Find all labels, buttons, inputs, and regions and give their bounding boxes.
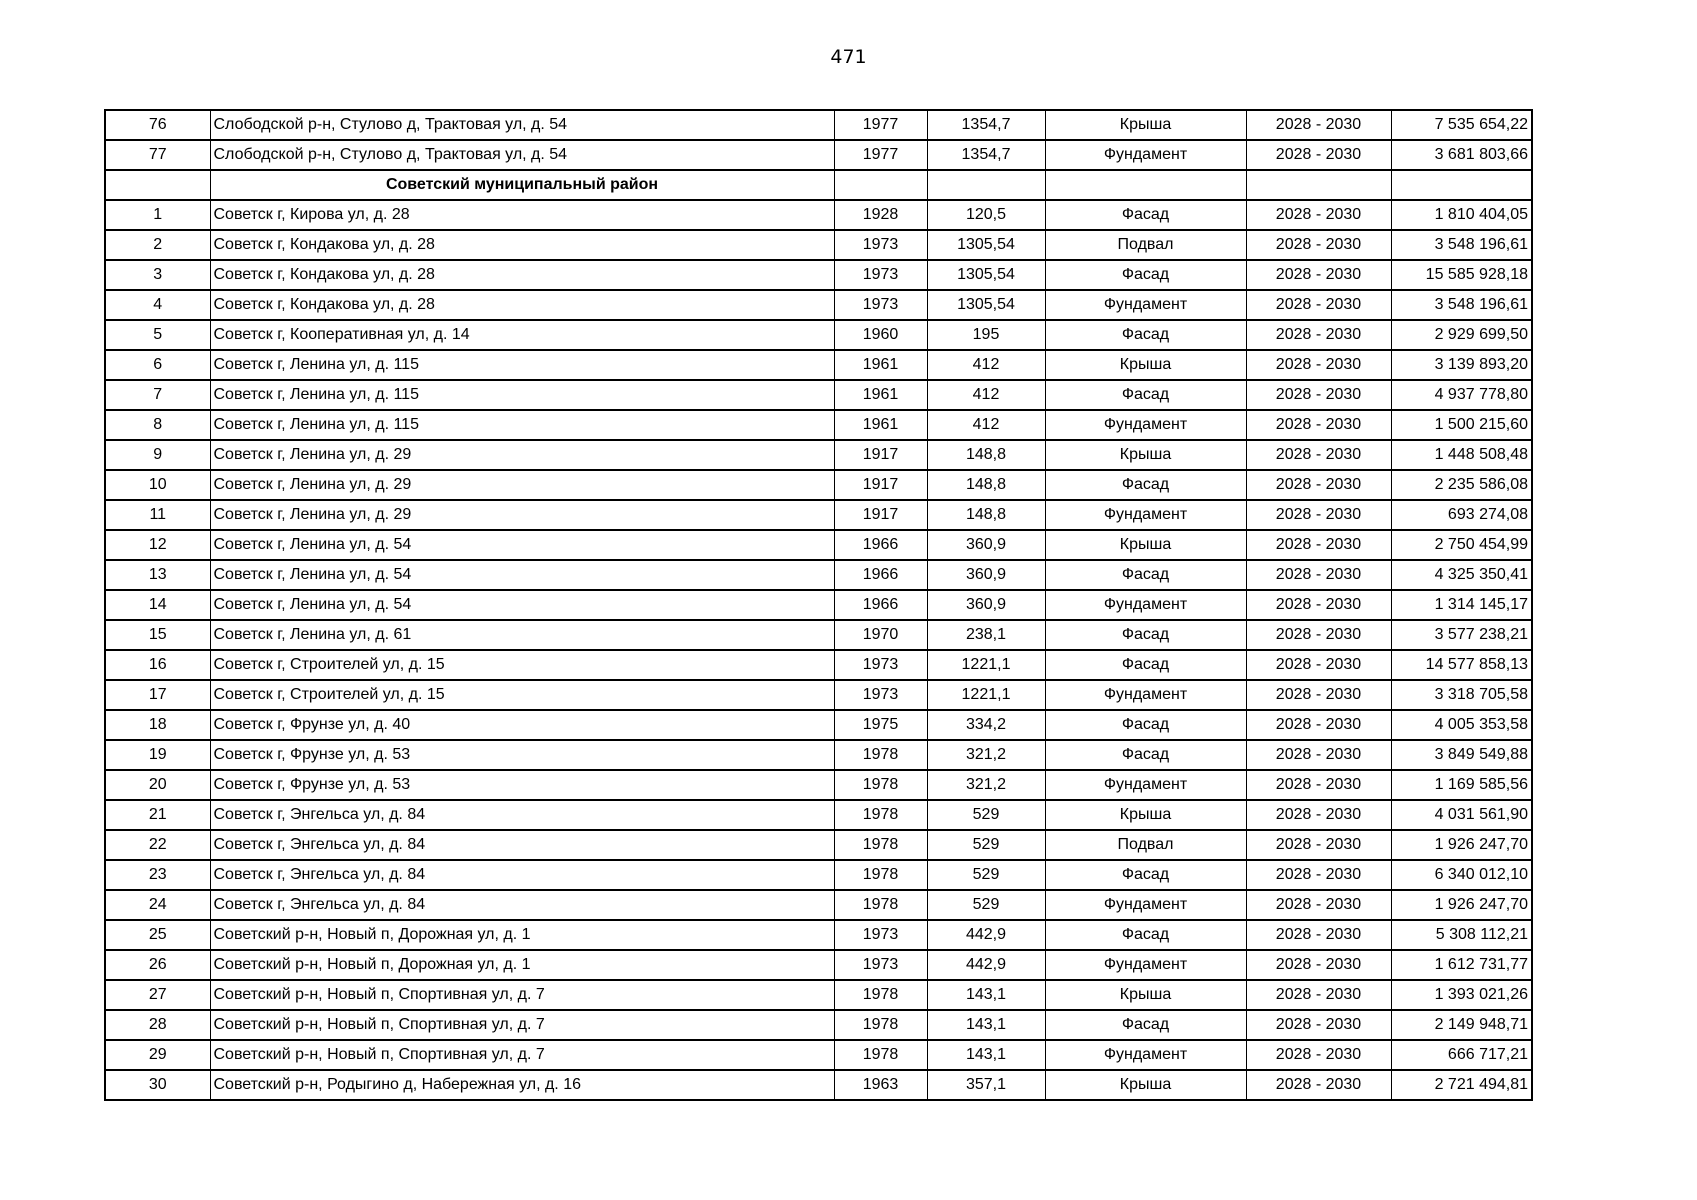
year-cell: 1978 xyxy=(834,860,927,890)
period-cell: 2028 - 2030 xyxy=(1246,800,1391,830)
address-cell: Советск г, Ленина ул, д. 29 xyxy=(210,440,834,470)
area-cell: 529 xyxy=(927,800,1045,830)
work-type-cell: Фасад xyxy=(1045,200,1246,230)
row-number-cell: 76 xyxy=(105,110,210,140)
area-cell: 442,9 xyxy=(927,950,1045,980)
area-cell: 143,1 xyxy=(927,980,1045,1010)
cost-cell: 3 318 705,58 xyxy=(1391,680,1532,710)
year-cell: 1977 xyxy=(834,110,927,140)
address-cell: Советск г, Ленина ул, д. 54 xyxy=(210,530,834,560)
address-cell: Советск г, Кирова ул, д. 28 xyxy=(210,200,834,230)
cost-cell: 2 750 454,99 xyxy=(1391,530,1532,560)
work-type-cell: Фасад xyxy=(1045,920,1246,950)
table-row xyxy=(105,560,1532,590)
table-row xyxy=(105,920,1532,950)
cost-cell: 7 535 654,22 xyxy=(1391,110,1532,140)
table-row xyxy=(105,950,1532,980)
year-cell: 1978 xyxy=(834,770,927,800)
table-row xyxy=(105,1070,1532,1100)
row-number-cell: 5 xyxy=(105,320,210,350)
work-type-cell: Фасад xyxy=(1045,740,1246,770)
cost-cell: 3 548 196,61 xyxy=(1391,290,1532,320)
cost-cell: 693 274,08 xyxy=(1391,500,1532,530)
cost-cell: 5 308 112,21 xyxy=(1391,920,1532,950)
cost-cell: 1 314 145,17 xyxy=(1391,590,1532,620)
cost-cell: 15 585 928,18 xyxy=(1391,260,1532,290)
cost-cell: 4 005 353,58 xyxy=(1391,710,1532,740)
work-type-cell: Крыша xyxy=(1045,350,1246,380)
table-row xyxy=(105,140,1532,170)
work-type-cell: Подвал xyxy=(1045,230,1246,260)
cost-cell: 1 169 585,56 xyxy=(1391,770,1532,800)
work-type-cell: Фасад xyxy=(1045,320,1246,350)
year-cell: 1961 xyxy=(834,350,927,380)
area-cell: 334,2 xyxy=(927,710,1045,740)
period-cell: 2028 - 2030 xyxy=(1246,560,1391,590)
row-number-cell: 15 xyxy=(105,620,210,650)
address-cell: Советск г, Кондакова ул, д. 28 xyxy=(210,290,834,320)
period-cell: 2028 - 2030 xyxy=(1246,410,1391,440)
year-cell: 1966 xyxy=(834,590,927,620)
table-row xyxy=(105,380,1532,410)
area-cell: 360,9 xyxy=(927,590,1045,620)
work-type-cell: Фундамент xyxy=(1045,140,1246,170)
area-cell: 412 xyxy=(927,410,1045,440)
row-number-cell: 12 xyxy=(105,530,210,560)
year-cell: 1978 xyxy=(834,890,927,920)
period-cell: 2028 - 2030 xyxy=(1246,140,1391,170)
year-cell: 1966 xyxy=(834,560,927,590)
period-cell xyxy=(1246,170,1391,200)
cost-cell: 2 929 699,50 xyxy=(1391,320,1532,350)
cost-cell: 3 139 893,20 xyxy=(1391,350,1532,380)
area-cell: 148,8 xyxy=(927,470,1045,500)
work-type-cell: Фасад xyxy=(1045,620,1246,650)
row-number-cell: 19 xyxy=(105,740,210,770)
year-cell: 1973 xyxy=(834,680,927,710)
section-title: Советский муниципальный район xyxy=(210,170,834,200)
address-cell: Советск г, Энгельса ул, д. 84 xyxy=(210,890,834,920)
year-cell: 1977 xyxy=(834,140,927,170)
table-row xyxy=(105,260,1532,290)
work-type-cell: Фундамент xyxy=(1045,950,1246,980)
period-cell: 2028 - 2030 xyxy=(1246,680,1391,710)
table-row xyxy=(105,320,1532,350)
cost-cell: 1 926 247,70 xyxy=(1391,890,1532,920)
cost-cell: 6 340 012,10 xyxy=(1391,860,1532,890)
table-row xyxy=(105,410,1532,440)
period-cell: 2028 - 2030 xyxy=(1246,710,1391,740)
row-number-cell: 13 xyxy=(105,560,210,590)
work-type-cell: Фундамент xyxy=(1045,770,1246,800)
address-cell: Советск г, Ленина ул, д. 54 xyxy=(210,560,834,590)
address-cell: Советский р-н, Новый п, Спортивная ул, д. 7 xyxy=(210,980,834,1010)
row-number-cell: 18 xyxy=(105,710,210,740)
work-type-cell: Фасад xyxy=(1045,650,1246,680)
address-cell: Советск г, Фрунзе ул, д. 53 xyxy=(210,740,834,770)
year-cell: 1960 xyxy=(834,320,927,350)
year-cell: 1961 xyxy=(834,410,927,440)
period-cell: 2028 - 2030 xyxy=(1246,620,1391,650)
period-cell: 2028 - 2030 xyxy=(1246,470,1391,500)
year-cell: 1978 xyxy=(834,980,927,1010)
table-row xyxy=(105,440,1532,470)
section-header-row xyxy=(105,170,1532,200)
period-cell: 2028 - 2030 xyxy=(1246,590,1391,620)
year-cell: 1917 xyxy=(834,470,927,500)
work-type-cell: Крыша xyxy=(1045,1070,1246,1100)
row-number-cell: 14 xyxy=(105,590,210,620)
cost-cell: 2 721 494,81 xyxy=(1391,1070,1532,1100)
address-cell: Советский р-н, Новый п, Спортивная ул, д. 7 xyxy=(210,1010,834,1040)
area-cell: 1221,1 xyxy=(927,680,1045,710)
cost-cell: 3 849 549,88 xyxy=(1391,740,1532,770)
table-row xyxy=(105,620,1532,650)
page-number: 471 xyxy=(830,46,867,68)
work-type-cell: Фасад xyxy=(1045,860,1246,890)
address-cell: Советск г, Энгельса ул, д. 84 xyxy=(210,860,834,890)
table-row xyxy=(105,110,1532,140)
area-cell: 238,1 xyxy=(927,620,1045,650)
year-cell: 1973 xyxy=(834,260,927,290)
address-cell: Советск г, Ленина ул, д. 29 xyxy=(210,500,834,530)
table-row xyxy=(105,1010,1532,1040)
table-row xyxy=(105,290,1532,320)
period-cell: 2028 - 2030 xyxy=(1246,260,1391,290)
year-cell: 1973 xyxy=(834,650,927,680)
year-cell: 1978 xyxy=(834,1010,927,1040)
address-cell: Советск г, Фрунзе ул, д. 40 xyxy=(210,710,834,740)
area-cell: 360,9 xyxy=(927,530,1045,560)
table-row xyxy=(105,590,1532,620)
address-cell: Советский р-н, Новый п, Дорожная ул, д. 1 xyxy=(210,950,834,980)
year-cell: 1917 xyxy=(834,440,927,470)
address-cell: Советск г, Ленина ул, д. 29 xyxy=(210,470,834,500)
period-cell: 2028 - 2030 xyxy=(1246,1040,1391,1070)
row-number-cell: 17 xyxy=(105,680,210,710)
period-cell: 2028 - 2030 xyxy=(1246,290,1391,320)
work-type-cell: Фасад xyxy=(1045,470,1246,500)
cost-cell: 1 393 021,26 xyxy=(1391,980,1532,1010)
table-row xyxy=(105,1040,1532,1070)
work-type-cell: Крыша xyxy=(1045,110,1246,140)
cost-cell: 2 235 586,08 xyxy=(1391,470,1532,500)
row-number-cell: 30 xyxy=(105,1070,210,1100)
row-number-cell: 27 xyxy=(105,980,210,1010)
year-cell: 1975 xyxy=(834,710,927,740)
year-cell: 1917 xyxy=(834,500,927,530)
year-cell: 1963 xyxy=(834,1070,927,1100)
row-number-cell: 1 xyxy=(105,200,210,230)
table-row xyxy=(105,230,1532,260)
cost-cell: 2 149 948,71 xyxy=(1391,1010,1532,1040)
area-cell: 442,9 xyxy=(927,920,1045,950)
row-number-cell: 10 xyxy=(105,470,210,500)
address-cell: Советск г, Ленина ул, д. 61 xyxy=(210,620,834,650)
period-cell: 2028 - 2030 xyxy=(1246,890,1391,920)
row-number-cell: 25 xyxy=(105,920,210,950)
year-cell: 1961 xyxy=(834,380,927,410)
row-number-cell: 6 xyxy=(105,350,210,380)
period-cell: 2028 - 2030 xyxy=(1246,380,1391,410)
area-cell: 148,8 xyxy=(927,440,1045,470)
work-type-cell: Фундамент xyxy=(1045,680,1246,710)
work-type-cell: Крыша xyxy=(1045,980,1246,1010)
cost-cell: 4 937 778,80 xyxy=(1391,380,1532,410)
address-cell: Советск г, Энгельса ул, д. 84 xyxy=(210,800,834,830)
address-cell: Советск г, Кондакова ул, д. 28 xyxy=(210,260,834,290)
address-cell: Советск г, Ленина ул, д. 115 xyxy=(210,350,834,380)
year-cell: 1973 xyxy=(834,950,927,980)
address-cell: Советск г, Ленина ул, д. 115 xyxy=(210,380,834,410)
period-cell: 2028 - 2030 xyxy=(1246,950,1391,980)
row-number-cell: 77 xyxy=(105,140,210,170)
period-cell: 2028 - 2030 xyxy=(1246,830,1391,860)
period-cell: 2028 - 2030 xyxy=(1246,980,1391,1010)
address-cell: Советский р-н, Новый п, Спортивная ул, д. 7 xyxy=(210,1040,834,1070)
row-number-cell: 3 xyxy=(105,260,210,290)
year-cell: 1978 xyxy=(834,830,927,860)
period-cell: 2028 - 2030 xyxy=(1246,860,1391,890)
area-cell: 148,8 xyxy=(927,500,1045,530)
period-cell: 2028 - 2030 xyxy=(1246,1070,1391,1100)
area-cell: 529 xyxy=(927,890,1045,920)
area-cell: 1354,7 xyxy=(927,110,1045,140)
year-cell: 1973 xyxy=(834,920,927,950)
period-cell: 2028 - 2030 xyxy=(1246,200,1391,230)
area-cell: 321,2 xyxy=(927,740,1045,770)
table-row xyxy=(105,830,1532,860)
row-number-cell: 20 xyxy=(105,770,210,800)
work-type-cell: Фундамент xyxy=(1045,290,1246,320)
period-cell: 2028 - 2030 xyxy=(1246,350,1391,380)
address-cell: Слободской р-н, Стулово д, Трактовая ул, д. 54 xyxy=(210,140,834,170)
area-cell: 529 xyxy=(927,830,1045,860)
address-cell: Советск г, Ленина ул, д. 115 xyxy=(210,410,834,440)
area-cell: 1354,7 xyxy=(927,140,1045,170)
work-type-cell: Крыша xyxy=(1045,530,1246,560)
table-row xyxy=(105,350,1532,380)
table-row xyxy=(105,800,1532,830)
table-row xyxy=(105,200,1532,230)
address-cell: Советский р-н, Родыгино д, Набережная ул, д. 16 xyxy=(210,1070,834,1100)
row-number-cell: 24 xyxy=(105,890,210,920)
area-cell: 1221,1 xyxy=(927,650,1045,680)
address-cell: Советск г, Кондакова ул, д. 28 xyxy=(210,230,834,260)
period-cell: 2028 - 2030 xyxy=(1246,1010,1391,1040)
cost-cell: 1 500 215,60 xyxy=(1391,410,1532,440)
period-cell: 2028 - 2030 xyxy=(1246,530,1391,560)
work-type-cell: Крыша xyxy=(1045,440,1246,470)
year-cell xyxy=(834,170,927,200)
address-cell: Советск г, Ленина ул, д. 54 xyxy=(210,590,834,620)
period-cell: 2028 - 2030 xyxy=(1246,650,1391,680)
row-number-cell: 2 xyxy=(105,230,210,260)
year-cell: 1978 xyxy=(834,740,927,770)
work-type-cell: Фундамент xyxy=(1045,410,1246,440)
address-cell: Советск г, Строителей ул, д. 15 xyxy=(210,650,834,680)
year-cell: 1978 xyxy=(834,1040,927,1070)
row-number-cell: 4 xyxy=(105,290,210,320)
table-row xyxy=(105,530,1532,560)
area-cell: 529 xyxy=(927,860,1045,890)
period-cell: 2028 - 2030 xyxy=(1246,110,1391,140)
table-row xyxy=(105,890,1532,920)
address-cell: Советск г, Кооперативная ул, д. 14 xyxy=(210,320,834,350)
address-cell: Слободской р-н, Стулово д, Трактовая ул, д. 54 xyxy=(210,110,834,140)
row-number-cell: 8 xyxy=(105,410,210,440)
row-number-cell: 22 xyxy=(105,830,210,860)
year-cell: 1978 xyxy=(834,800,927,830)
table-row xyxy=(105,770,1532,800)
work-type-cell: Фундамент xyxy=(1045,500,1246,530)
cost-cell: 4 031 561,90 xyxy=(1391,800,1532,830)
period-cell: 2028 - 2030 xyxy=(1246,770,1391,800)
row-number-cell: 16 xyxy=(105,650,210,680)
work-type-cell xyxy=(1045,170,1246,200)
work-type-cell: Фасад xyxy=(1045,710,1246,740)
year-cell: 1928 xyxy=(834,200,927,230)
area-cell: 120,5 xyxy=(927,200,1045,230)
year-cell: 1973 xyxy=(834,290,927,320)
work-type-cell: Крыша xyxy=(1045,800,1246,830)
work-type-cell: Фасад xyxy=(1045,1010,1246,1040)
area-cell: 321,2 xyxy=(927,770,1045,800)
row-number-cell: 29 xyxy=(105,1040,210,1070)
work-type-cell: Фундамент xyxy=(1045,890,1246,920)
year-cell: 1970 xyxy=(834,620,927,650)
table-row xyxy=(105,860,1532,890)
work-type-cell: Фундамент xyxy=(1045,1040,1246,1070)
work-type-cell: Подвал xyxy=(1045,830,1246,860)
table-row xyxy=(105,710,1532,740)
cost-cell: 14 577 858,13 xyxy=(1391,650,1532,680)
period-cell: 2028 - 2030 xyxy=(1246,500,1391,530)
period-cell: 2028 - 2030 xyxy=(1246,740,1391,770)
address-cell: Советский р-н, Новый п, Дорожная ул, д. 1 xyxy=(210,920,834,950)
cost-cell: 1 448 508,48 xyxy=(1391,440,1532,470)
work-type-cell: Фасад xyxy=(1045,560,1246,590)
area-cell: 1305,54 xyxy=(927,290,1045,320)
work-type-cell: Фундамент xyxy=(1045,590,1246,620)
cost-cell: 3 548 196,61 xyxy=(1391,230,1532,260)
table-row xyxy=(105,650,1532,680)
cost-cell: 3 681 803,66 xyxy=(1391,140,1532,170)
area-cell: 412 xyxy=(927,380,1045,410)
cost-cell xyxy=(1391,170,1532,200)
work-type-cell: Фасад xyxy=(1045,380,1246,410)
row-number-cell: 11 xyxy=(105,500,210,530)
table-row xyxy=(105,470,1532,500)
area-cell: 195 xyxy=(927,320,1045,350)
cost-cell: 3 577 238,21 xyxy=(1391,620,1532,650)
area-cell xyxy=(927,170,1045,200)
row-number-cell: 26 xyxy=(105,950,210,980)
cost-cell: 1 810 404,05 xyxy=(1391,200,1532,230)
cost-cell: 1 926 247,70 xyxy=(1391,830,1532,860)
row-number-cell: 28 xyxy=(105,1010,210,1040)
year-cell: 1973 xyxy=(834,230,927,260)
area-cell: 143,1 xyxy=(927,1010,1045,1040)
cost-cell: 1 612 731,77 xyxy=(1391,950,1532,980)
table-row xyxy=(105,500,1532,530)
cost-cell: 4 325 350,41 xyxy=(1391,560,1532,590)
table-body xyxy=(105,110,1532,1100)
row-number-cell: 9 xyxy=(105,440,210,470)
year-cell: 1966 xyxy=(834,530,927,560)
address-cell: Советск г, Энгельса ул, д. 84 xyxy=(210,830,834,860)
repair-schedule-table xyxy=(104,109,1533,1101)
row-number-cell: 23 xyxy=(105,860,210,890)
row-number-cell xyxy=(105,170,210,200)
area-cell: 357,1 xyxy=(927,1070,1045,1100)
period-cell: 2028 - 2030 xyxy=(1246,320,1391,350)
work-type-cell: Фасад xyxy=(1045,260,1246,290)
address-cell: Советск г, Фрунзе ул, д. 53 xyxy=(210,770,834,800)
area-cell: 412 xyxy=(927,350,1045,380)
period-cell: 2028 - 2030 xyxy=(1246,230,1391,260)
area-cell: 1305,54 xyxy=(927,230,1045,260)
area-cell: 1305,54 xyxy=(927,260,1045,290)
table-row xyxy=(105,680,1532,710)
table-row xyxy=(105,740,1532,770)
address-cell: Советск г, Строителей ул, д. 15 xyxy=(210,680,834,710)
period-cell: 2028 - 2030 xyxy=(1246,920,1391,950)
row-number-cell: 21 xyxy=(105,800,210,830)
period-cell: 2028 - 2030 xyxy=(1246,440,1391,470)
cost-cell: 666 717,21 xyxy=(1391,1040,1532,1070)
area-cell: 143,1 xyxy=(927,1040,1045,1070)
row-number-cell: 7 xyxy=(105,380,210,410)
table-row xyxy=(105,980,1532,1010)
area-cell: 360,9 xyxy=(927,560,1045,590)
